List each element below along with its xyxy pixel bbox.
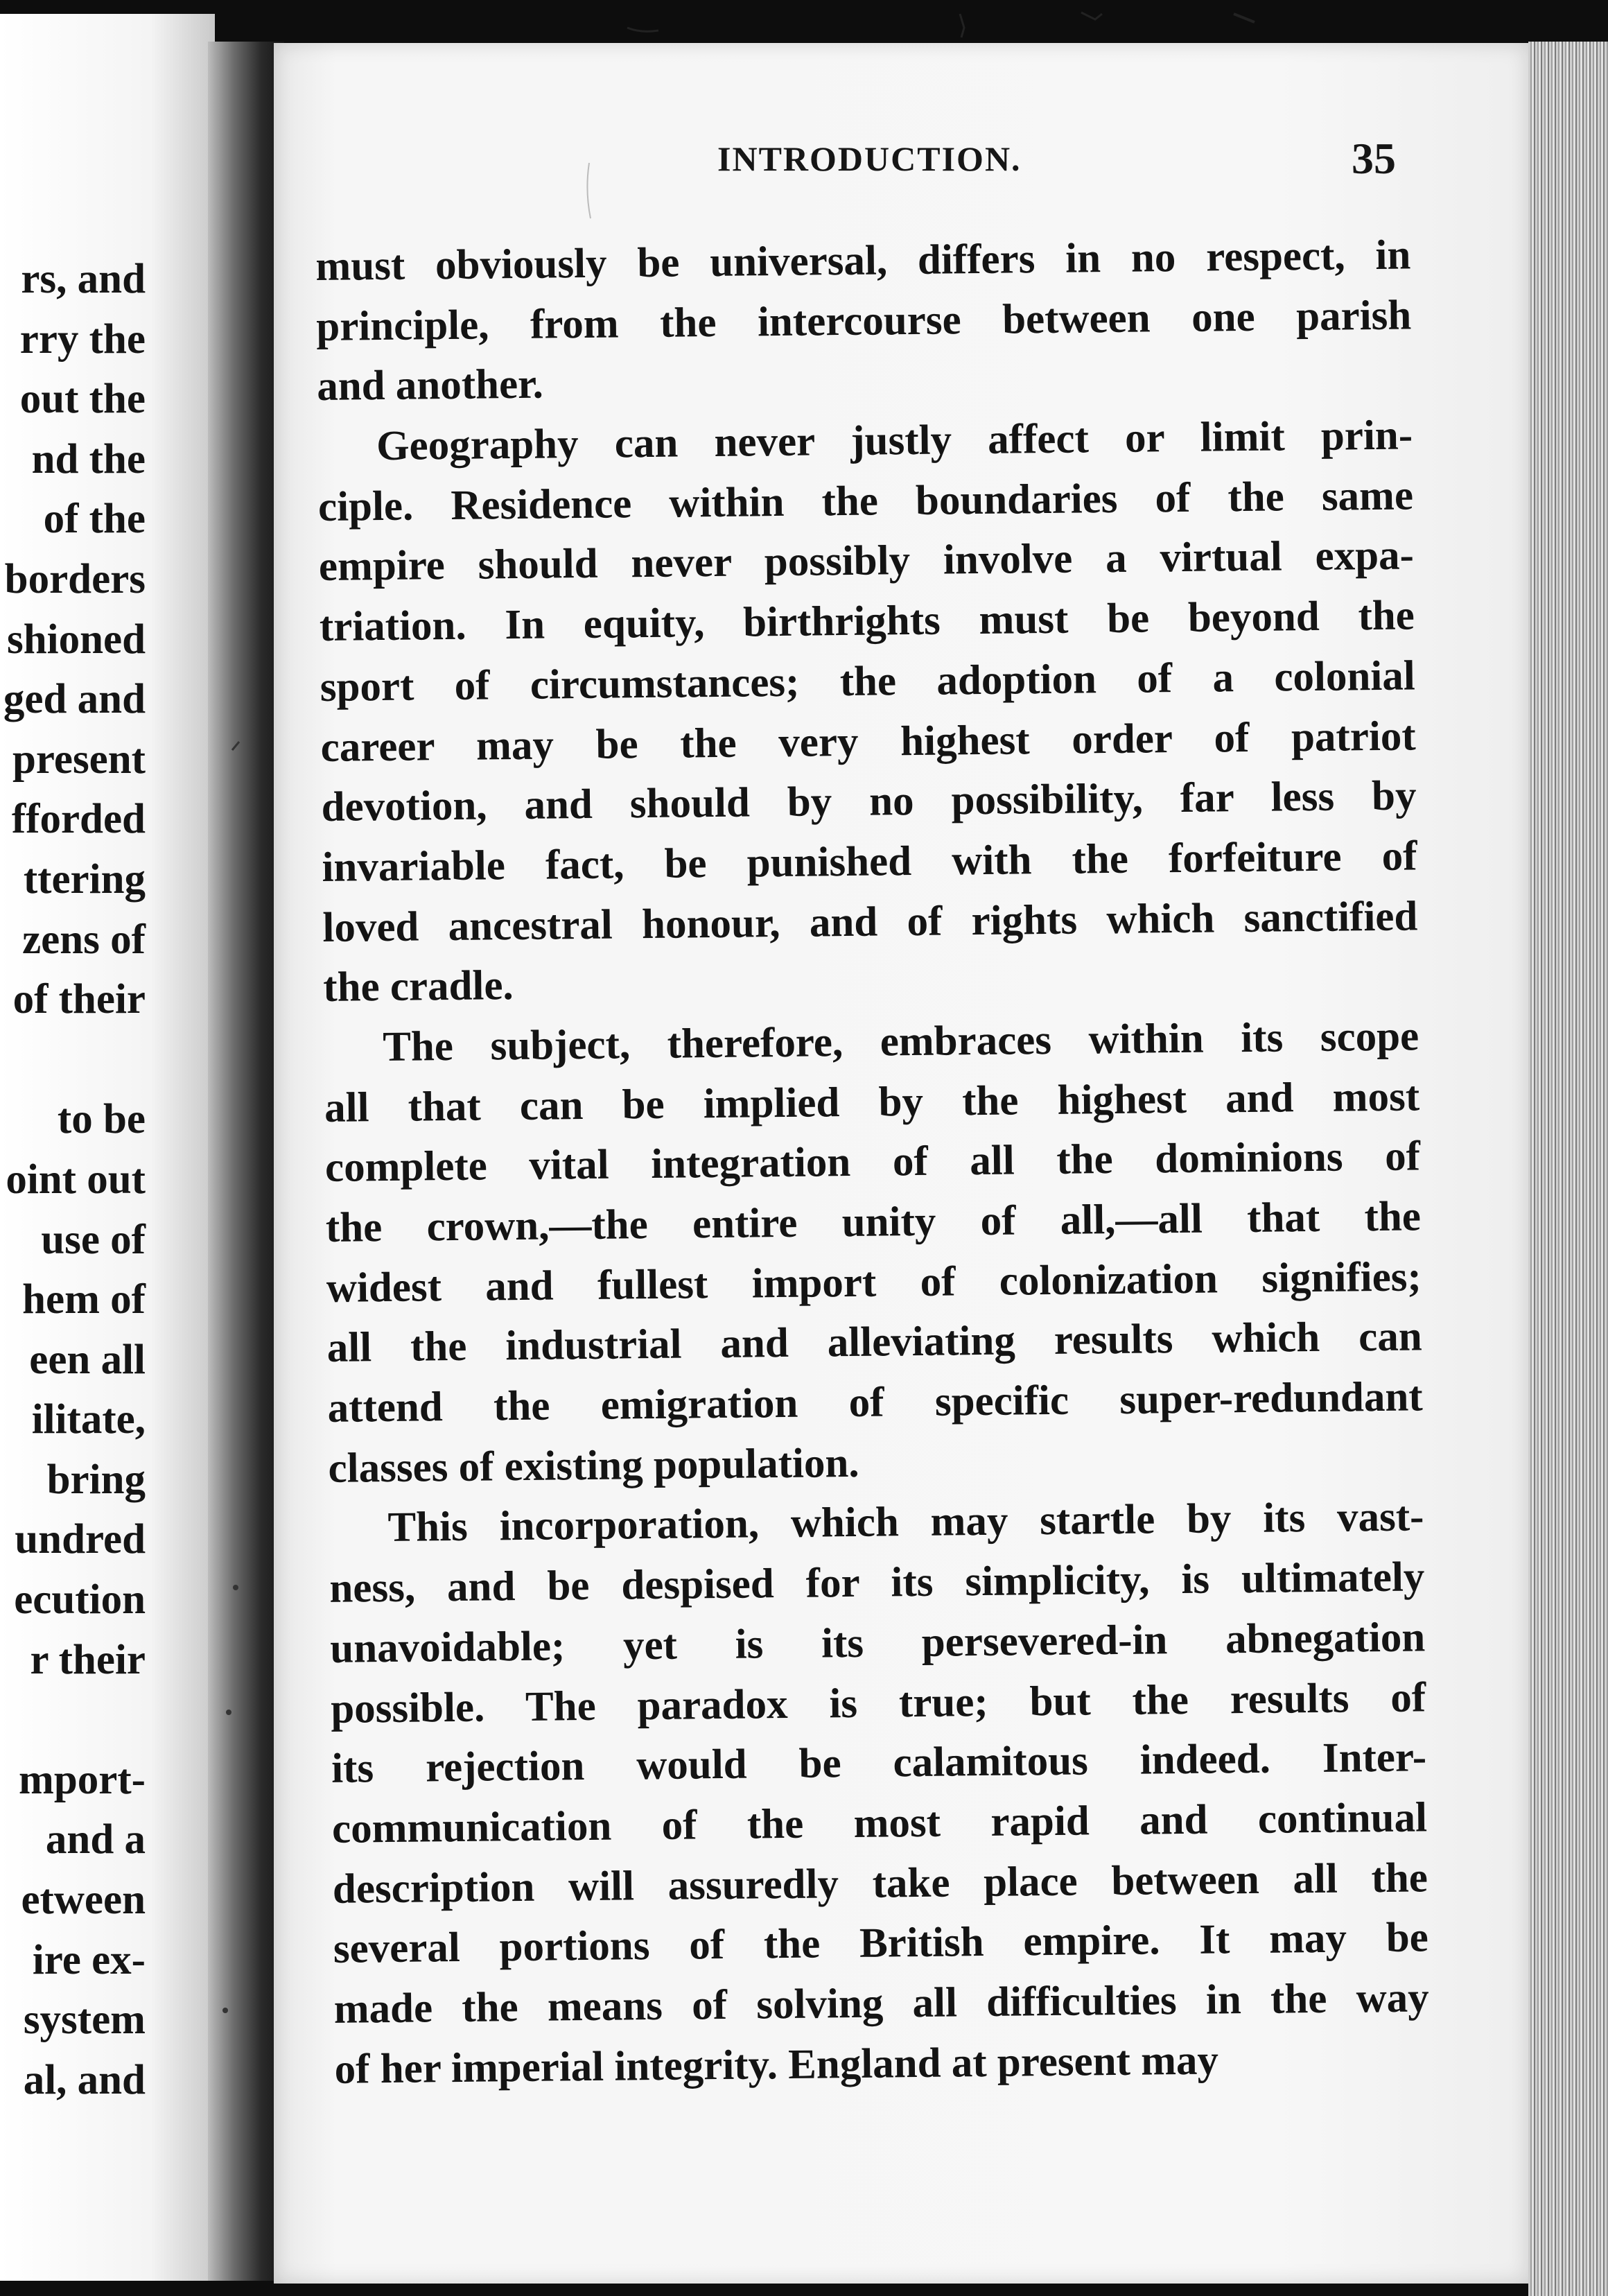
- facing-page-fragment: rry the: [19, 315, 146, 363]
- text-line: attend the emigration of specific super-redundant: [327, 1373, 1423, 1432]
- text-line: description will assuredly take place between all the: [332, 1854, 1428, 1913]
- facing-page-fragment: zens of: [22, 916, 146, 963]
- facing-page-fragment: mport-: [19, 1756, 146, 1803]
- running-head: INTRODUCTION.: [717, 139, 1022, 178]
- text-line: ciple. Residence within the boundaries of the same: [317, 472, 1414, 530]
- facing-page-fragment: nd the: [31, 435, 146, 482]
- facing-page-fragment: fforded: [11, 796, 146, 843]
- text-line: ness, and be despised for its simplicity, is ultimately: [329, 1554, 1425, 1612]
- text-line: widest and fullest import of colonization signifies;: [326, 1253, 1422, 1312]
- facing-page-fragment: ged and: [3, 676, 146, 723]
- facing-page-fragment: r their: [30, 1636, 146, 1683]
- facing-page-fragment: bring: [46, 1456, 146, 1503]
- text-line: all the industrial and alleviating results which can: [326, 1313, 1423, 1372]
- facing-page-fragment: etween: [21, 1877, 146, 1924]
- text-line: loved ancestral honour, and of rights which sanctified: [322, 892, 1418, 951]
- facing-page-fragment: ire ex-: [32, 1936, 146, 1983]
- text-line: several portions of the British empire. It may be: [333, 1914, 1429, 1973]
- text-line: must obviously be universal, differs in no respect, in: [315, 232, 1411, 290]
- text-line: its rejection would be calamitous indeed. Inter-: [331, 1734, 1427, 1793]
- facing-page-fragment: system: [23, 1997, 146, 2044]
- text-line: The subject, therefore, embraces within its scope: [382, 1013, 1419, 1070]
- text-line: devotion, and should by no possibility, far less by: [321, 772, 1417, 831]
- facing-page-fragment: to be: [57, 1096, 146, 1143]
- facing-page-fragment: use of: [41, 1216, 146, 1263]
- facing-page-fragment: een all: [29, 1336, 146, 1383]
- facing-page-fragment: present: [12, 736, 146, 783]
- facing-page-fragment: ilitate,: [31, 1396, 146, 1443]
- text-line: principle, from the intercourse between one parish: [316, 292, 1412, 350]
- facing-page-fragment: undred: [15, 1516, 146, 1563]
- text-line: complete vital integration of all the dominions of: [324, 1133, 1421, 1192]
- text-line: communication of the most rapid and continual: [331, 1794, 1428, 1852]
- text-line: of her imperial integrity. England at present may: [334, 2037, 1219, 2093]
- text-line: Geography can never justly affect or limit prin-: [376, 412, 1413, 470]
- text-line: the cradle.: [322, 962, 514, 1011]
- text-line: unavoidable; yet is its persevered-in abnegation: [329, 1614, 1426, 1672]
- facing-page-fragment: al, and: [23, 2056, 146, 2103]
- text-line: invariable fact, be punished with the forfeiture of: [322, 833, 1417, 891]
- facing-page-fragment: borders: [4, 555, 146, 602]
- facing-page-fragment: of their: [12, 976, 146, 1023]
- facing-page-fragment: rs, and: [21, 256, 146, 302]
- text-line: and another.: [316, 360, 544, 410]
- facing-page-fragment: ttering: [23, 855, 146, 903]
- page-number: 35: [1352, 134, 1396, 183]
- text-line: classes of existing population.: [328, 1439, 859, 1492]
- text-line: This incorporation, which may startle by its vast-: [387, 1493, 1424, 1551]
- text-line: possible. The paradox is true; but the results of: [330, 1673, 1426, 1732]
- facing-page-fragment: out the: [19, 376, 146, 423]
- facing-page-fragment: oint out: [6, 1156, 146, 1203]
- text-line: career may be the very highest order of patriot: [320, 712, 1416, 771]
- facing-page-fragment: shioned: [6, 616, 146, 663]
- text-line: made the means of solving all difficulties in the way: [333, 1974, 1430, 2033]
- text-line: triation. In equity, birthrights must be beyond the: [319, 592, 1415, 651]
- text-line: all that can be implied by the highest and most: [324, 1073, 1420, 1131]
- facing-page-fragment: of the: [43, 496, 146, 543]
- facing-page-fragment: and a: [45, 1816, 146, 1863]
- text-line: empire should never possibly involve a virtual expa-: [318, 532, 1415, 591]
- facing-page-fragment: hem of: [22, 1276, 146, 1323]
- text-line: the crown,—the entire unity of all,—all that the: [325, 1193, 1422, 1251]
- text-line: sport of circumstances; the adoption of a colonial: [320, 652, 1416, 711]
- facing-page-fragment: ecution: [14, 1576, 146, 1624]
